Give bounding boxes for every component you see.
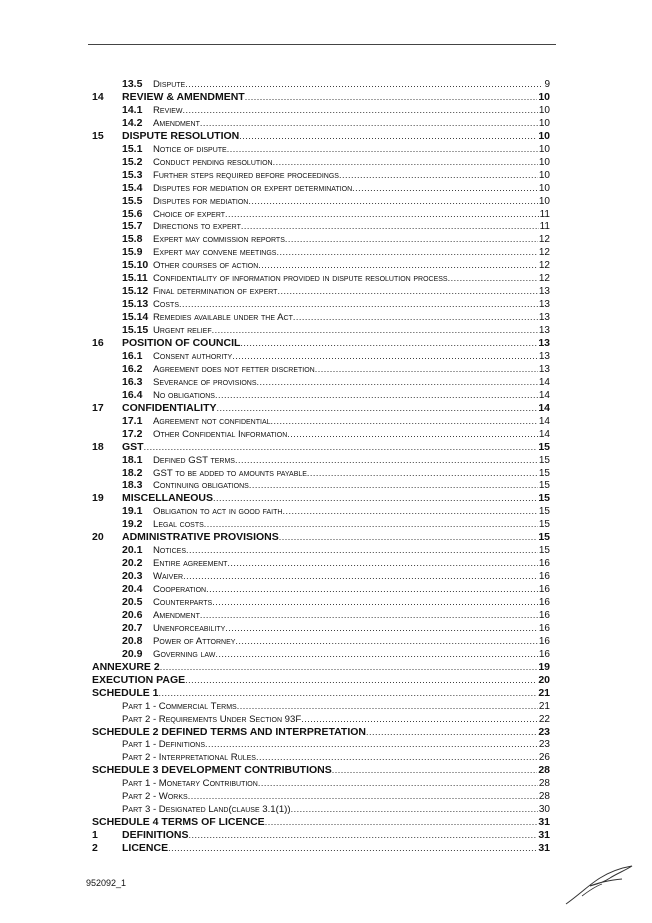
toc-entry-number: 20.3	[122, 570, 143, 583]
toc-entry-page: 15	[538, 467, 550, 479]
toc-entry-title: Cooperation	[153, 584, 207, 596]
toc-entry-page: 14	[538, 401, 550, 414]
toc-entry-number: 17.2	[122, 427, 143, 440]
toc-entry-number: 15.15	[122, 324, 149, 337]
toc-entry-page: 10	[538, 117, 550, 129]
toc-entry-title: Severance of provisions	[153, 376, 257, 388]
toc-entry-page: 31	[538, 816, 550, 829]
toc-entry-page: 16	[538, 622, 550, 634]
toc-entry-title: Consent authority	[153, 350, 233, 362]
toc-entry-title: Part 2 - Interpretational Rules	[122, 752, 256, 764]
toc-entry-page: 10	[538, 90, 550, 103]
toc-entry	[0, 790, 550, 803]
handwritten-signature	[560, 860, 640, 910]
toc-entry-title: Notice of dispute	[153, 143, 227, 155]
toc-entry-page: 9	[544, 79, 550, 90]
toc-leader-dots	[204, 518, 538, 531]
toc-entry-title: EXECUTION PAGE	[92, 673, 186, 686]
toc-leader-dots	[235, 454, 538, 467]
toc-entry-page: 15	[538, 440, 550, 453]
toc-entry-number: 16.4	[122, 388, 143, 401]
toc-entry-title: Part 3 - Designated Land(clause 3.1(1))	[122, 804, 291, 816]
toc-entry-number: 17	[92, 401, 104, 414]
toc-entry-number: 18.2	[122, 466, 143, 479]
toc-leader-dots	[315, 363, 538, 376]
toc-entry-number: 14.2	[122, 116, 143, 129]
toc-entry-page: 31	[538, 842, 550, 855]
toc-entry-page: 16	[538, 597, 550, 608]
toc-entry-number: 15.7	[122, 220, 143, 233]
toc-entry-number: 1	[92, 829, 98, 842]
toc-entry-title: DISPUTE RESOLUTION	[122, 129, 240, 142]
toc-entry	[0, 195, 550, 208]
toc-entry	[0, 700, 550, 713]
toc-entry	[0, 233, 550, 246]
toc-entry-page: 14	[538, 415, 550, 427]
toc-leader-dots	[183, 104, 538, 117]
toc-entry	[0, 91, 550, 104]
toc-entry	[0, 713, 550, 726]
toc-entry-page: 19	[538, 660, 550, 673]
toc-entry	[0, 272, 550, 285]
toc-entry-title: Obligation to act in good faith	[153, 506, 283, 518]
toc-leader-dots	[352, 182, 538, 195]
toc-leader-dots	[257, 376, 538, 389]
toc-entry	[0, 298, 550, 311]
toc-entry-number: 15.8	[122, 233, 143, 246]
toc-entry-number: 16	[92, 337, 104, 349]
toc-entry	[0, 182, 550, 195]
toc-entry-page: 10	[538, 182, 550, 194]
toc-leader-dots	[248, 195, 538, 208]
toc-entry-title: Expert may commission reports	[153, 234, 285, 246]
toc-entry-number: 19	[92, 492, 104, 505]
toc-entry-number: 15.14	[122, 311, 149, 324]
toc-leader-dots	[186, 544, 538, 557]
toc-entry	[0, 350, 550, 363]
toc-entry-page: 31	[538, 829, 550, 842]
toc-entry-title: Counterparts	[153, 597, 213, 608]
toc-entry-page: 15	[538, 506, 550, 518]
toc-entry-page: 15	[538, 545, 550, 557]
toc-entry-title: SCHEDULE 3 DEVELOPMENT CONTRIBUTIONS	[92, 764, 332, 777]
toc-entry-title: Amendment	[153, 609, 200, 621]
toc-entry-title: Legal costs	[153, 519, 204, 531]
toc-entry-page: 12	[538, 234, 550, 246]
toc-entry-number: 20.6	[122, 608, 143, 621]
toc-entry-page: 13	[538, 286, 550, 298]
toc-entry-page: 10	[538, 143, 550, 155]
toc-entry-number: 15.5	[122, 194, 143, 207]
toc-entry-page: 20	[538, 673, 550, 686]
toc-entry	[0, 78, 550, 91]
toc-entry-title: REVIEW & AMENDMENT	[122, 90, 245, 103]
toc-entry-page: 21	[538, 700, 550, 712]
toc-leader-dots	[258, 259, 538, 272]
toc-entry	[0, 143, 550, 156]
toc-entry-title: Other Confidential Information	[153, 428, 288, 440]
toc-entry-title: Amendment	[153, 117, 200, 129]
toc-leader-dots	[200, 117, 538, 130]
toc-leader-dots	[185, 78, 543, 91]
toc-entry-number: 20.7	[122, 621, 143, 634]
toc-entry-number: 15.2	[122, 155, 143, 168]
toc-entry	[0, 246, 550, 259]
toc-entry-page: 23	[538, 725, 550, 738]
toc-entry-title: DEFINITIONS	[122, 829, 189, 842]
toc-entry-page: 26	[538, 752, 550, 764]
toc-entry	[0, 259, 550, 272]
toc-entry	[0, 531, 550, 544]
toc-leader-dots	[212, 596, 538, 609]
toc-entry	[0, 544, 550, 557]
toc-entry	[0, 117, 550, 130]
toc-entry-page: 14	[538, 389, 550, 401]
toc-leader-dots	[332, 764, 538, 777]
toc-entry-page: 15	[538, 519, 550, 531]
toc-entry-title: SCHEDULE 2 DEFINED TERMS AND INTERPRETATION	[92, 725, 366, 738]
toc-entry-number: 20.8	[122, 634, 143, 647]
toc-entry-number: 2	[92, 842, 98, 855]
toc-entry-title: CONFIDENTIALITY	[122, 401, 217, 414]
toc-entry-title: Review	[153, 104, 183, 116]
toc-entry-title: Confidentiality of information provided in dispute resolution process	[153, 273, 448, 285]
toc-entry	[0, 764, 550, 777]
toc-entry-number: 15.13	[122, 298, 149, 311]
toc-entry-title: Unenforceability	[153, 622, 226, 634]
toc-leader-dots	[291, 803, 538, 816]
toc-entry-number: 15.9	[122, 246, 143, 259]
toc-entry	[0, 648, 550, 661]
toc-entry-title: Continuing obligations	[153, 480, 249, 492]
toc-leader-dots	[241, 220, 539, 233]
toc-entry-title: Directions to expert	[153, 221, 241, 233]
toc-leader-dots	[200, 609, 538, 622]
toc-leader-dots	[159, 687, 538, 700]
toc-entry-page: 10	[538, 104, 550, 116]
toc-entry	[0, 311, 550, 324]
toc-entry-page: 12	[538, 273, 550, 285]
toc-leader-dots	[276, 246, 537, 259]
toc-leader-dots	[282, 505, 537, 518]
toc-entry	[0, 389, 550, 402]
toc-entry-page: 15	[538, 454, 550, 466]
toc-entry-number: 16.3	[122, 375, 143, 388]
toc-entry-title: MISCELLANEOUS	[122, 492, 214, 505]
toc-entry-title: GST to be added to amounts payable	[153, 467, 307, 479]
toc-entry	[0, 492, 550, 505]
toc-entry-page: 10	[538, 169, 550, 181]
toc-leader-dots	[232, 350, 538, 363]
toc-entry-page: 10	[538, 195, 550, 207]
toc-entry	[0, 726, 550, 739]
toc-leader-dots	[339, 169, 538, 182]
toc-entry-title: Other courses of action	[153, 260, 259, 272]
toc-entry	[0, 674, 550, 687]
toc-leader-dots	[215, 389, 538, 402]
toc-entry-page: 13	[538, 325, 550, 337]
toc-entry-page: 23	[538, 739, 550, 751]
toc-entry	[0, 363, 550, 376]
toc-leader-dots	[189, 829, 538, 842]
toc-entry-title: Dispute	[153, 79, 186, 90]
toc-leader-dots	[285, 233, 538, 246]
toc-entry-title: Conduct pending resolution	[153, 156, 273, 168]
toc-entry	[0, 441, 550, 454]
toc-entry	[0, 661, 550, 674]
toc-leader-dots	[144, 441, 538, 454]
toc-leader-dots	[160, 661, 538, 674]
toc-leader-dots	[307, 467, 538, 480]
toc-entry	[0, 415, 550, 428]
toc-entry	[0, 635, 550, 648]
toc-leader-dots	[213, 492, 537, 505]
toc-leader-dots	[179, 298, 538, 311]
toc-entry-page: 15	[538, 480, 550, 492]
toc-leader-dots	[265, 816, 538, 829]
toc-leader-dots	[225, 208, 539, 221]
toc-entry-page: 14	[538, 376, 550, 388]
toc-entry	[0, 156, 550, 169]
toc-entry-title: Expert may convene meetings	[153, 247, 277, 259]
toc-entry-page: 22	[538, 713, 550, 725]
toc-entry	[0, 829, 550, 842]
toc-leader-dots	[245, 91, 538, 104]
toc-entry	[0, 220, 550, 233]
toc-entry	[0, 622, 550, 635]
toc-entry	[0, 738, 550, 751]
toc-leader-dots	[185, 674, 537, 687]
toc-entry-number: 20	[92, 531, 104, 544]
toc-entry-title: ANNEXURE 2	[92, 660, 160, 673]
toc-leader-dots	[258, 777, 538, 790]
toc-entry-number: 20.5	[122, 596, 143, 608]
toc-entry	[0, 751, 550, 764]
toc-entry-title: Part 1 - Commercial Terms	[122, 700, 237, 712]
toc-entry-number: 13.5	[122, 78, 143, 90]
toc-entry-title: Notices	[153, 545, 186, 557]
toc-entry-page: 16	[538, 635, 550, 647]
toc-leader-dots	[293, 311, 538, 324]
toc-entry-page: 12	[538, 247, 550, 259]
toc-entry-number: 18.3	[122, 479, 143, 492]
toc-entry-page: 16	[538, 648, 550, 660]
toc-entry	[0, 816, 550, 829]
toc-entry-title: LICENCE	[122, 842, 169, 855]
toc-entry-page: 28	[538, 778, 550, 790]
toc-entry-page: 12	[538, 260, 550, 272]
toc-entry-title: Choice of expert	[153, 208, 226, 220]
toc-entry	[0, 518, 550, 531]
toc-entry-title: No obligations	[153, 389, 215, 401]
toc-entry-page: 14	[538, 428, 550, 440]
toc-entry-page: 13	[538, 363, 550, 375]
toc-entry-title: Part 2 - Works	[122, 791, 188, 803]
toc-entry-title: SCHEDULE 1	[92, 686, 159, 699]
toc-entry-number: 15.6	[122, 207, 143, 220]
toc-leader-dots	[366, 726, 537, 739]
toc-entry	[0, 505, 550, 518]
toc-entry-title: Part 1 - Definitions	[122, 739, 206, 751]
toc-entry-page: 13	[538, 337, 550, 349]
toc-leader-dots	[227, 557, 537, 570]
toc-leader-dots	[279, 531, 538, 544]
toc-entry-number: 15.12	[122, 285, 149, 298]
toc-entry	[0, 285, 550, 298]
toc-leader-dots	[217, 402, 538, 415]
toc-entry-page: 16	[538, 609, 550, 621]
toc-entry-title: ADMINISTRATIVE PROVISIONS	[122, 531, 279, 544]
toc-entry	[0, 376, 550, 389]
toc-entry-title: Costs	[153, 299, 179, 311]
toc-leader-dots	[301, 713, 538, 726]
toc-entry	[0, 479, 550, 492]
toc-entry-page: 10	[538, 129, 550, 142]
toc-leader-dots	[212, 324, 538, 337]
toc-entry-number: 15.10	[122, 259, 149, 272]
toc-leader-dots	[206, 583, 538, 596]
toc-entry-page: 21	[538, 686, 550, 699]
toc-entry	[0, 428, 550, 441]
toc-entry-page: 13	[538, 350, 550, 362]
document-reference: 952092_1	[86, 878, 127, 888]
toc-entry-number: 15.1	[122, 142, 143, 155]
toc-entry-title: Waiver	[153, 571, 184, 583]
toc-entry-page: 28	[538, 764, 550, 777]
toc-entry-page: 16	[538, 571, 550, 583]
toc-entry-number: 20.4	[122, 583, 143, 596]
toc-leader-dots	[168, 842, 537, 855]
toc-leader-dots	[188, 790, 538, 803]
toc-leader-dots	[271, 415, 538, 428]
toc-entry-page: 11	[539, 221, 550, 233]
toc-leader-dots	[227, 143, 538, 156]
toc-entry-title: Power of Attorney	[153, 635, 236, 647]
toc-entry-page: 11	[539, 208, 550, 220]
toc-entry-title: SCHEDULE 4 TERMS OF LICENCE	[92, 816, 265, 829]
toc-entry-number: 19.2	[122, 518, 143, 531]
toc-entry-page: 30	[538, 804, 550, 816]
toc-entry-number: 20.1	[122, 544, 143, 557]
toc-entry	[0, 687, 550, 700]
toc-entry-page: 28	[538, 791, 550, 803]
toc-entry-number: 14	[92, 90, 104, 103]
toc-entry-number: 20.9	[122, 647, 143, 660]
toc-leader-dots	[183, 570, 538, 583]
toc-leader-dots	[215, 648, 538, 661]
toc-leader-dots	[273, 156, 538, 169]
toc-entry-number: 15.4	[122, 181, 143, 194]
toc-leader-dots	[249, 479, 538, 492]
toc-entry-number: 15.3	[122, 168, 143, 181]
toc-entry-page: 16	[538, 584, 550, 596]
toc-leader-dots	[277, 285, 537, 298]
toc-entry	[0, 777, 550, 790]
toc-entry	[0, 583, 550, 596]
toc-entry-page: 15	[538, 492, 550, 505]
toc-entry-title: Governing law	[153, 648, 216, 660]
toc-entry-title: Further steps required before proceedings	[153, 169, 339, 181]
toc-entry-title: POSITION OF COUNCIL	[122, 337, 241, 349]
toc-entry-number: 15	[92, 129, 104, 142]
toc-entry-title: Remedies available under the Act	[153, 312, 293, 324]
toc-entry-number: 16.1	[122, 349, 143, 362]
toc-entry	[0, 169, 550, 182]
toc-entry-number: 18.1	[122, 453, 143, 466]
toc-entry-page: 10	[538, 156, 550, 168]
toc-leader-dots	[237, 700, 538, 713]
toc-entry-title: Part 1 - Monetary Contribution	[122, 778, 258, 790]
toc-entry	[0, 596, 550, 609]
toc-entry-number: 19.1	[122, 505, 143, 518]
toc-entry-title: Final determination of expert	[153, 286, 278, 298]
toc-leader-dots	[205, 738, 538, 751]
toc-entry	[0, 208, 550, 221]
toc-entry	[0, 324, 550, 337]
toc-entry-number: 20.2	[122, 557, 143, 570]
toc-entry-page: 16	[538, 558, 550, 570]
toc-entry-title: Disputes for mediation or expert determination	[153, 182, 353, 194]
toc-leader-dots	[240, 337, 537, 350]
toc-entry-title: Part 2 - Requirements Under Section 93F	[122, 713, 302, 725]
toc-entry	[0, 130, 550, 143]
toc-entry-title: Defined GST terms	[153, 454, 235, 466]
toc-entry-title: Entire agreement	[153, 558, 228, 570]
toc-entry	[0, 570, 550, 583]
toc-entry	[0, 104, 550, 117]
toc-entry-page: 13	[538, 312, 550, 324]
toc-entry-page: 15	[538, 531, 550, 544]
toc-entry-title: Agreement does not fetter discretion	[153, 363, 315, 375]
toc-entry-number: 14.1	[122, 103, 143, 116]
toc-entry-number: 17.1	[122, 414, 143, 427]
toc-entry	[0, 609, 550, 622]
toc-entry-title: Disputes for mediation	[153, 195, 249, 207]
toc-entry-title: Urgent relief	[153, 325, 212, 337]
toc-leader-dots	[448, 272, 538, 285]
toc-entry	[0, 402, 550, 415]
toc-leader-dots	[256, 751, 538, 764]
toc-leader-dots	[287, 428, 538, 441]
toc-entry	[0, 337, 550, 350]
toc-entry	[0, 803, 550, 816]
toc-entry-number: 15.11	[122, 272, 148, 285]
toc-entry-page: 13	[538, 299, 550, 311]
toc-entry	[0, 467, 550, 480]
toc-leader-dots	[235, 635, 537, 648]
toc-entry-number: 18	[92, 440, 104, 453]
toc-leader-dots	[225, 622, 538, 635]
toc-entry-title: Agreement not confidential	[153, 415, 271, 427]
toc-entry	[0, 557, 550, 570]
header-rule	[88, 44, 556, 45]
toc-entry	[0, 842, 550, 855]
toc-entry	[0, 454, 550, 467]
toc-entry-title: GST	[122, 440, 144, 453]
toc-entry-number: 16.2	[122, 362, 143, 375]
toc-leader-dots	[239, 130, 537, 143]
